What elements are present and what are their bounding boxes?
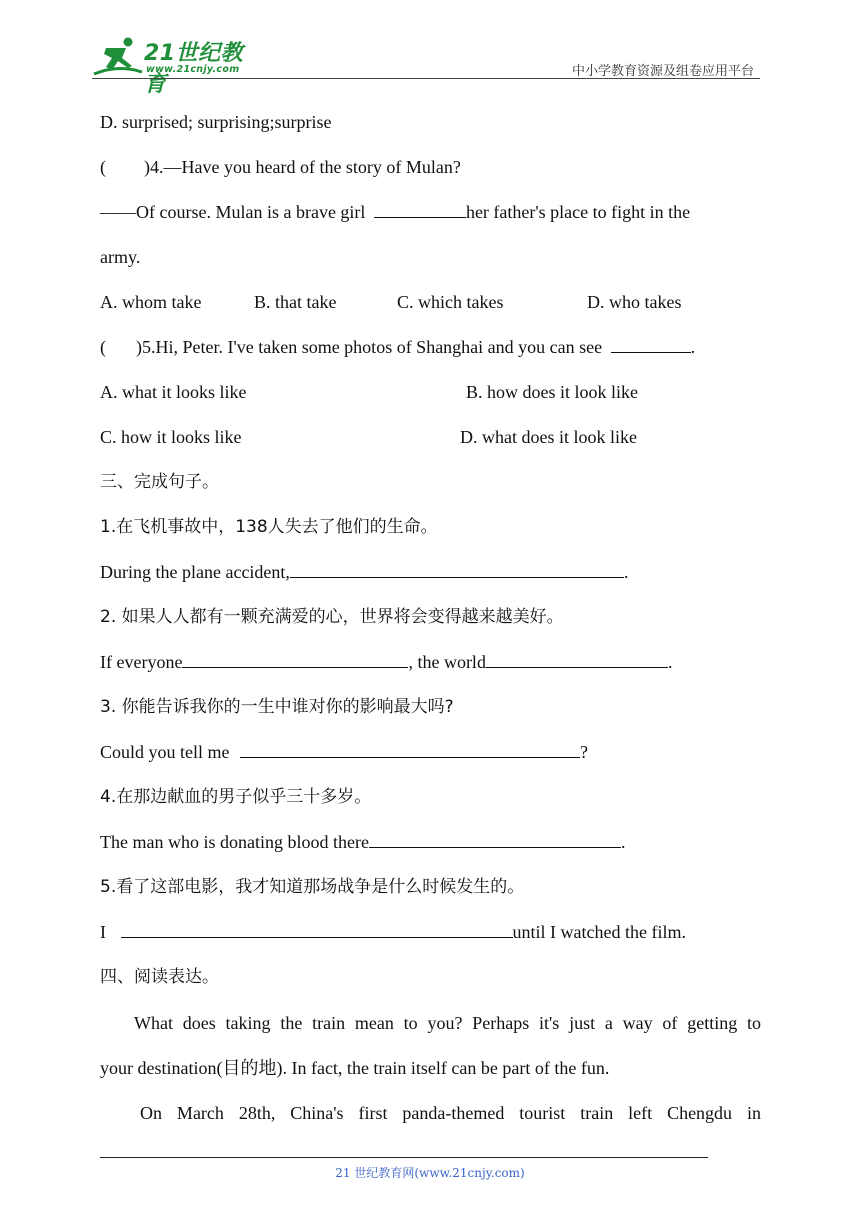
- q5-stem: )5.Hi, Peter. I've taken some photos of Shanghai and you can see: [136, 337, 603, 357]
- q4-option-c: C. which takes: [397, 292, 504, 312]
- s3-item2-cn: 2. 如果人人都有一颗充满爱的心，世界将会变得越来越美好。: [100, 607, 564, 627]
- s3-item1-en-after: .: [623, 562, 629, 582]
- q4-line2: [100, 201, 690, 223]
- footer-text: 21 世纪教育网(www.21cnjy.com): [335, 1166, 525, 1180]
- s3-item3-en: [100, 741, 588, 763]
- s3-item3-en-before: Could you tell me: [100, 742, 230, 762]
- header-divider: [92, 78, 760, 79]
- q4-line2-after: her father's place to fight in the: [465, 202, 691, 222]
- s3-item2-en-mid: , the world: [408, 652, 486, 672]
- q4-option-b: B. that take: [254, 292, 337, 312]
- q4-stem: )4.—Have you heard of the story of Mulan?: [144, 157, 461, 177]
- s3-item2-en: [100, 651, 672, 673]
- logo-url: www.21cnjy.com: [146, 64, 240, 75]
- q5-option-c: C. how it looks like: [100, 427, 242, 447]
- q4-option-d: D. who takes: [587, 292, 682, 312]
- s3-item4-en: [100, 831, 625, 853]
- s3-item1-en-before: During the plane accident,: [100, 562, 290, 582]
- s3-item2-en-before: If everyone: [100, 652, 183, 672]
- logo: [92, 36, 262, 97]
- q4-line2-before: ——Of course. Mulan is a brave girl: [100, 202, 366, 222]
- header-platform-title: 中小学教育资源及组卷应用平台: [571, 64, 754, 79]
- q5-blank[interactable]: [611, 336, 691, 353]
- section4-title: 四、阅读表达。: [100, 967, 219, 987]
- runner-logo-icon: [92, 36, 144, 78]
- s3-item4-blank[interactable]: [369, 831, 621, 848]
- s3-item4-en-after: .: [620, 832, 626, 852]
- q4-paren-open: (: [100, 157, 106, 177]
- s3-item1-en: [100, 561, 628, 583]
- s4-paragraph2-line1: On March 28th, China's first panda-themed tourist train left Chengdu in: [140, 1103, 761, 1123]
- q4-stem-line: [100, 156, 461, 178]
- s4-paragraph1-line2: your destination(目的地). In fact, the train itself can be part of the fun.: [100, 1058, 610, 1078]
- q5-option-b: B. how does it look like: [466, 382, 638, 402]
- q5-option-a: A. what it looks like: [100, 382, 247, 402]
- s3-item1-blank[interactable]: [290, 561, 624, 578]
- q5-paren-open: (: [100, 337, 106, 357]
- s3-item3-en-after: ?: [580, 742, 588, 762]
- s3-item5-blank[interactable]: [121, 921, 513, 938]
- footer-divider: [100, 1157, 708, 1158]
- q5-option-d: D. what does it look like: [460, 427, 637, 447]
- s3-item2-blank-b[interactable]: [486, 651, 668, 668]
- s3-item2-en-after: .: [667, 652, 673, 672]
- q4-line3: army.: [100, 247, 141, 267]
- logo-text: 21世纪教育: [144, 41, 244, 97]
- s3-item1-cn: 1.在飞机事故中，138人失去了他们的生命。: [100, 517, 438, 537]
- s3-item2-blank-a[interactable]: [182, 651, 408, 668]
- q3-option-d: D. surprised; surprising;surprise: [100, 112, 332, 132]
- q5-stem-line: [100, 336, 695, 358]
- s3-item5-en-before: I: [100, 922, 106, 942]
- s4-paragraph1-line1: What does taking the train mean to you? Perhaps it's just a way of getting to: [134, 1013, 761, 1033]
- s3-item5-en: [100, 921, 686, 943]
- q4-option-a: A. whom take: [100, 292, 202, 312]
- s3-item4-en-before: The man who is donating blood there: [100, 832, 369, 852]
- section3-title: 三、完成句子。: [100, 472, 219, 492]
- page-header: [92, 30, 760, 97]
- q5-period: .: [690, 337, 696, 357]
- s3-item4-cn: 4.在那边献血的男子似乎三十多岁。: [100, 787, 372, 807]
- s3-item5-cn: 5.看了这部电影，我才知道那场战争是什么时候发生的。: [100, 877, 525, 897]
- s3-item3-cn: 3. 你能告诉我你的一生中谁对你的影响最大吗?: [100, 697, 454, 717]
- q4-blank[interactable]: [374, 201, 466, 218]
- s3-item5-en-after: until I watched the film.: [512, 922, 686, 942]
- s3-item3-blank[interactable]: [240, 741, 580, 758]
